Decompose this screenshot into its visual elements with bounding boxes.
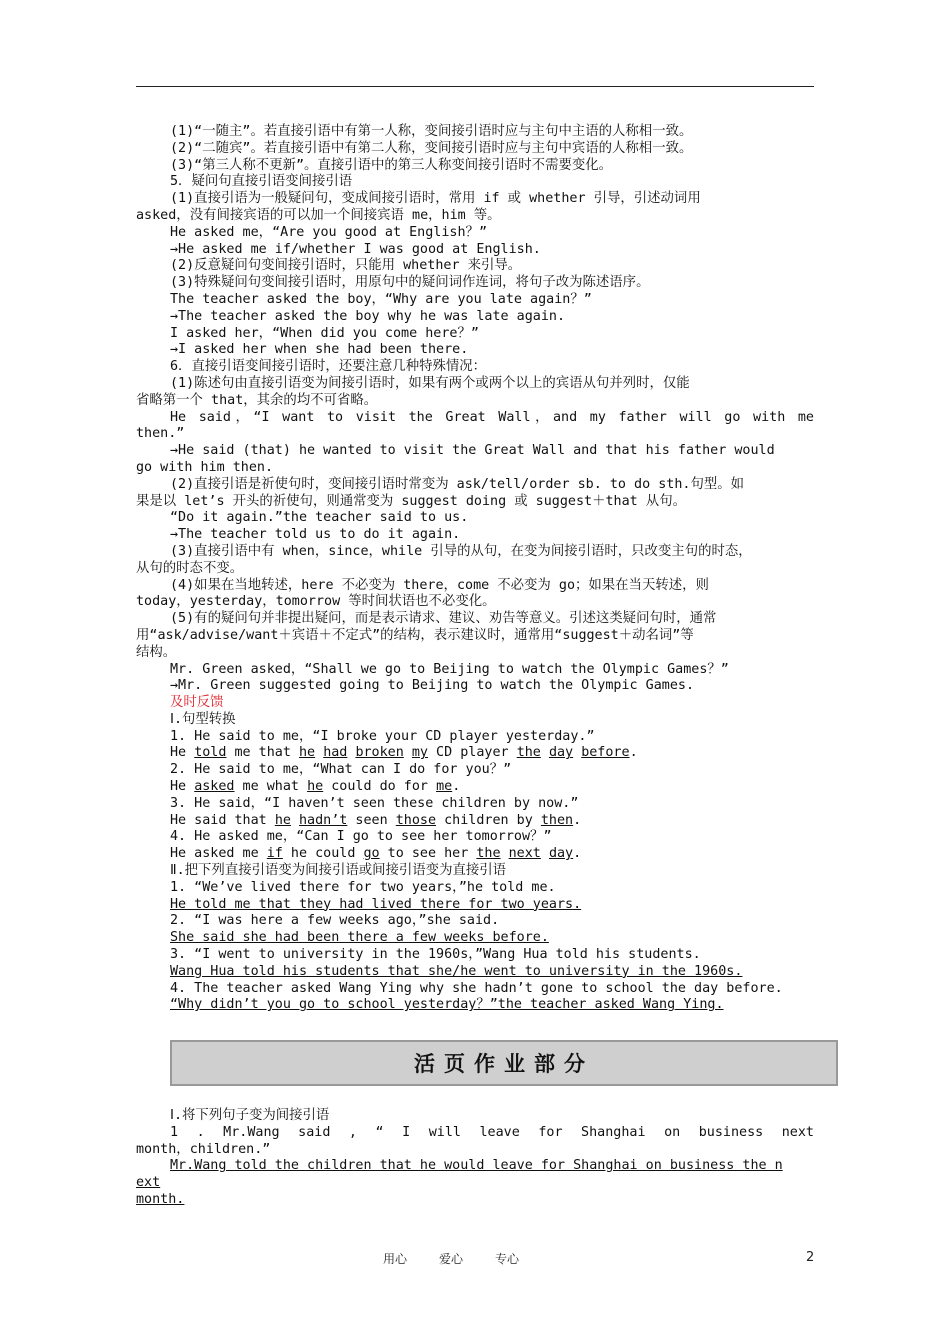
answer-1: He told me that he had broken my CD player the day before.: [170, 745, 638, 761]
footer-word: 用心: [383, 1252, 408, 1266]
question-8: 4. The teacher asked Wang Ying why she hadn’t gone to school the day before.: [170, 980, 783, 996]
homework-answer-1-end: month.: [136, 1191, 185, 1207]
text-line: today，yesterday，tomorrow 等时间状语也不必变化。: [136, 594, 496, 610]
text-line: 果是以 let’s 开头的祈使句，则通常变为 suggest doing 或 suggest＋that 从句。: [136, 493, 686, 509]
answer-2: He asked me what he could do for me.: [170, 779, 461, 795]
text-line: (2)反意疑问句变间接引语时，只能用 whether 来引导。: [170, 258, 522, 274]
example-line: He said，“I want to visit the Great Wall，and my father will go with me: [170, 409, 814, 425]
rule-2: (2)“二随宾”。若直接引语中有第二人称，变间接引语时应与主句中宾语的人称相一致。: [170, 140, 693, 156]
homework-question-1: 1 . Mr.Wang said , “ I will leave for Shanghai on business next: [170, 1124, 814, 1140]
example-line: →The teacher asked the boy why he was late again.: [170, 308, 566, 324]
text-line: (4)如果在当地转述，here 不必变为 there，come 不必变为 go；如果在当天转述，则: [170, 577, 709, 593]
section-5-heading: 5．疑问句直接引语变间接引语: [170, 174, 353, 190]
rule-1: (1)“一随主”。若直接引语中有第一人称，变间接引语时应与主句中主语的人称相一致。: [170, 124, 693, 139]
question-2: 2. He said to me，“What can I do for you？”: [170, 762, 512, 778]
answer-8: “Why didn’t you go to school yesterday？”the teacher asked Wang Ying.: [170, 997, 724, 1013]
homework-content: [136, 1108, 814, 1209]
main-content: [136, 124, 814, 1014]
text-line: (3)直接引语中有 when，since，while 引导的从句，在变为间接引语时，只改变主句的时态，: [170, 543, 752, 559]
footer-motto: [383, 1250, 519, 1267]
answer-7: Wang Hua told his students that she/he went to university in the 1960s.: [170, 963, 743, 979]
page-number: 2: [806, 1250, 815, 1265]
example-line: →He said (that) he wanted to visit the Great Wall and that his father would: [170, 443, 775, 459]
example-line: →Mr. Green suggested going to Beijing to watch the Olympic Games.: [170, 678, 695, 694]
question-4: 4. He asked me，“Can I go to see her tomorrow？”: [170, 829, 552, 845]
text-line: 结构。: [136, 644, 177, 660]
section-banner: 活页作业部分: [170, 1040, 838, 1086]
example-line: →I asked her when she had been there.: [170, 342, 469, 358]
example-line: “Do it again.”the teacher said to us.: [170, 510, 469, 526]
text-line: 省略第一个 that，其余的均不可省略。: [136, 392, 378, 408]
homework-answer-1: Mr.Wang told the children that he would leave for Shanghai on business the n: [170, 1158, 783, 1174]
text-line: (2)直接引语是祈使句时，变间接引语时常变为 ask/tell/order sb. to do sth.句型。如: [170, 476, 745, 492]
text-line: 从句的时态不变。: [136, 560, 244, 576]
homework-question-1-cont: month，children.”: [136, 1141, 271, 1157]
homework-heading: Ⅰ.将下列句子变为间接引语: [170, 1108, 330, 1123]
example-line: go with him then.: [136, 459, 274, 475]
text-line: (1)陈述句由直接引语变为间接引语时，如果有两个或两个以上的宾语从句并列时，仅能: [170, 375, 690, 391]
example-line: →The teacher told us to do it again.: [170, 527, 461, 543]
exercise-1-heading: Ⅰ.句型转换: [170, 711, 236, 727]
answer-6: She said she had been there a few weeks before.: [170, 930, 549, 946]
answer-5: He told me that they had lived there for two years.: [170, 896, 582, 912]
section-6-heading: 6．直接引语变间接引语时，还要注意几种特殊情况：: [170, 359, 487, 375]
text-line: (3)特殊疑问句变间接引语时，用原句中的疑问词作连词，将句子改为陈述语序。: [170, 275, 650, 291]
header-rule: [136, 86, 814, 87]
answer-3: He said that he hadn’t seen those children by then.: [170, 812, 582, 828]
rule-3: (3)“第三人称不更新”。直接引语中的第三人称变间接引语时不需要变化。: [170, 157, 613, 173]
question-1: 1. He said to me，“I broke your CD player yesterday.”: [170, 728, 595, 744]
example-line: then.”: [136, 426, 185, 442]
question-3: 3. He said，“I haven’t seen these children by now.”: [170, 795, 579, 811]
question-6: 2. “I was here a few weeks ago，”she said.: [170, 913, 500, 929]
example-line: He asked me，“Are you good at English？”: [170, 224, 488, 240]
example-line: I asked her，“When did you come here？”: [170, 325, 479, 341]
question-5: 1. “We’ve lived there for two years，”he told me.: [170, 879, 556, 895]
feedback-heading: 及时反馈: [170, 695, 224, 711]
footer-word: 爱心: [439, 1252, 464, 1266]
question-7: 3. “I went to university in the 1960s，”Wang Hua told his students.: [170, 947, 701, 963]
example-line: Mr. Green asked，“Shall we go to Beijing to watch the Olympic Games？”: [170, 661, 729, 677]
footer-word: 专心: [495, 1252, 520, 1266]
text-line: (1)直接引语为一般疑问句，变成间接引语时，常用 if 或 whether 引导，引述动词用: [170, 191, 701, 207]
homework-answer-1-cont: ext: [136, 1175, 161, 1191]
text-line: 用“ask/advise/want＋宾语＋不定式”的结构，表示建议时，通常用“suggest＋动名词”等: [136, 627, 694, 643]
exercise-2-heading: Ⅱ.把下列直接引语变为间接引语或间接引语变为直接引语: [170, 863, 507, 879]
text-line: (5)有的疑问句并非提出疑问，而是表示请求、建议、劝告等意义。引述这类疑问句时，通常: [170, 611, 717, 627]
example-line: →He asked me if/whether I was good at English.: [170, 241, 541, 257]
example-line: The teacher asked the boy，“Why are you late again？”: [170, 291, 592, 307]
text-line: asked，没有间接宾语的可以加一个间接宾语 me，him 等。: [136, 207, 501, 223]
answer-4: He asked me if he could go to see her the next day.: [170, 846, 582, 862]
